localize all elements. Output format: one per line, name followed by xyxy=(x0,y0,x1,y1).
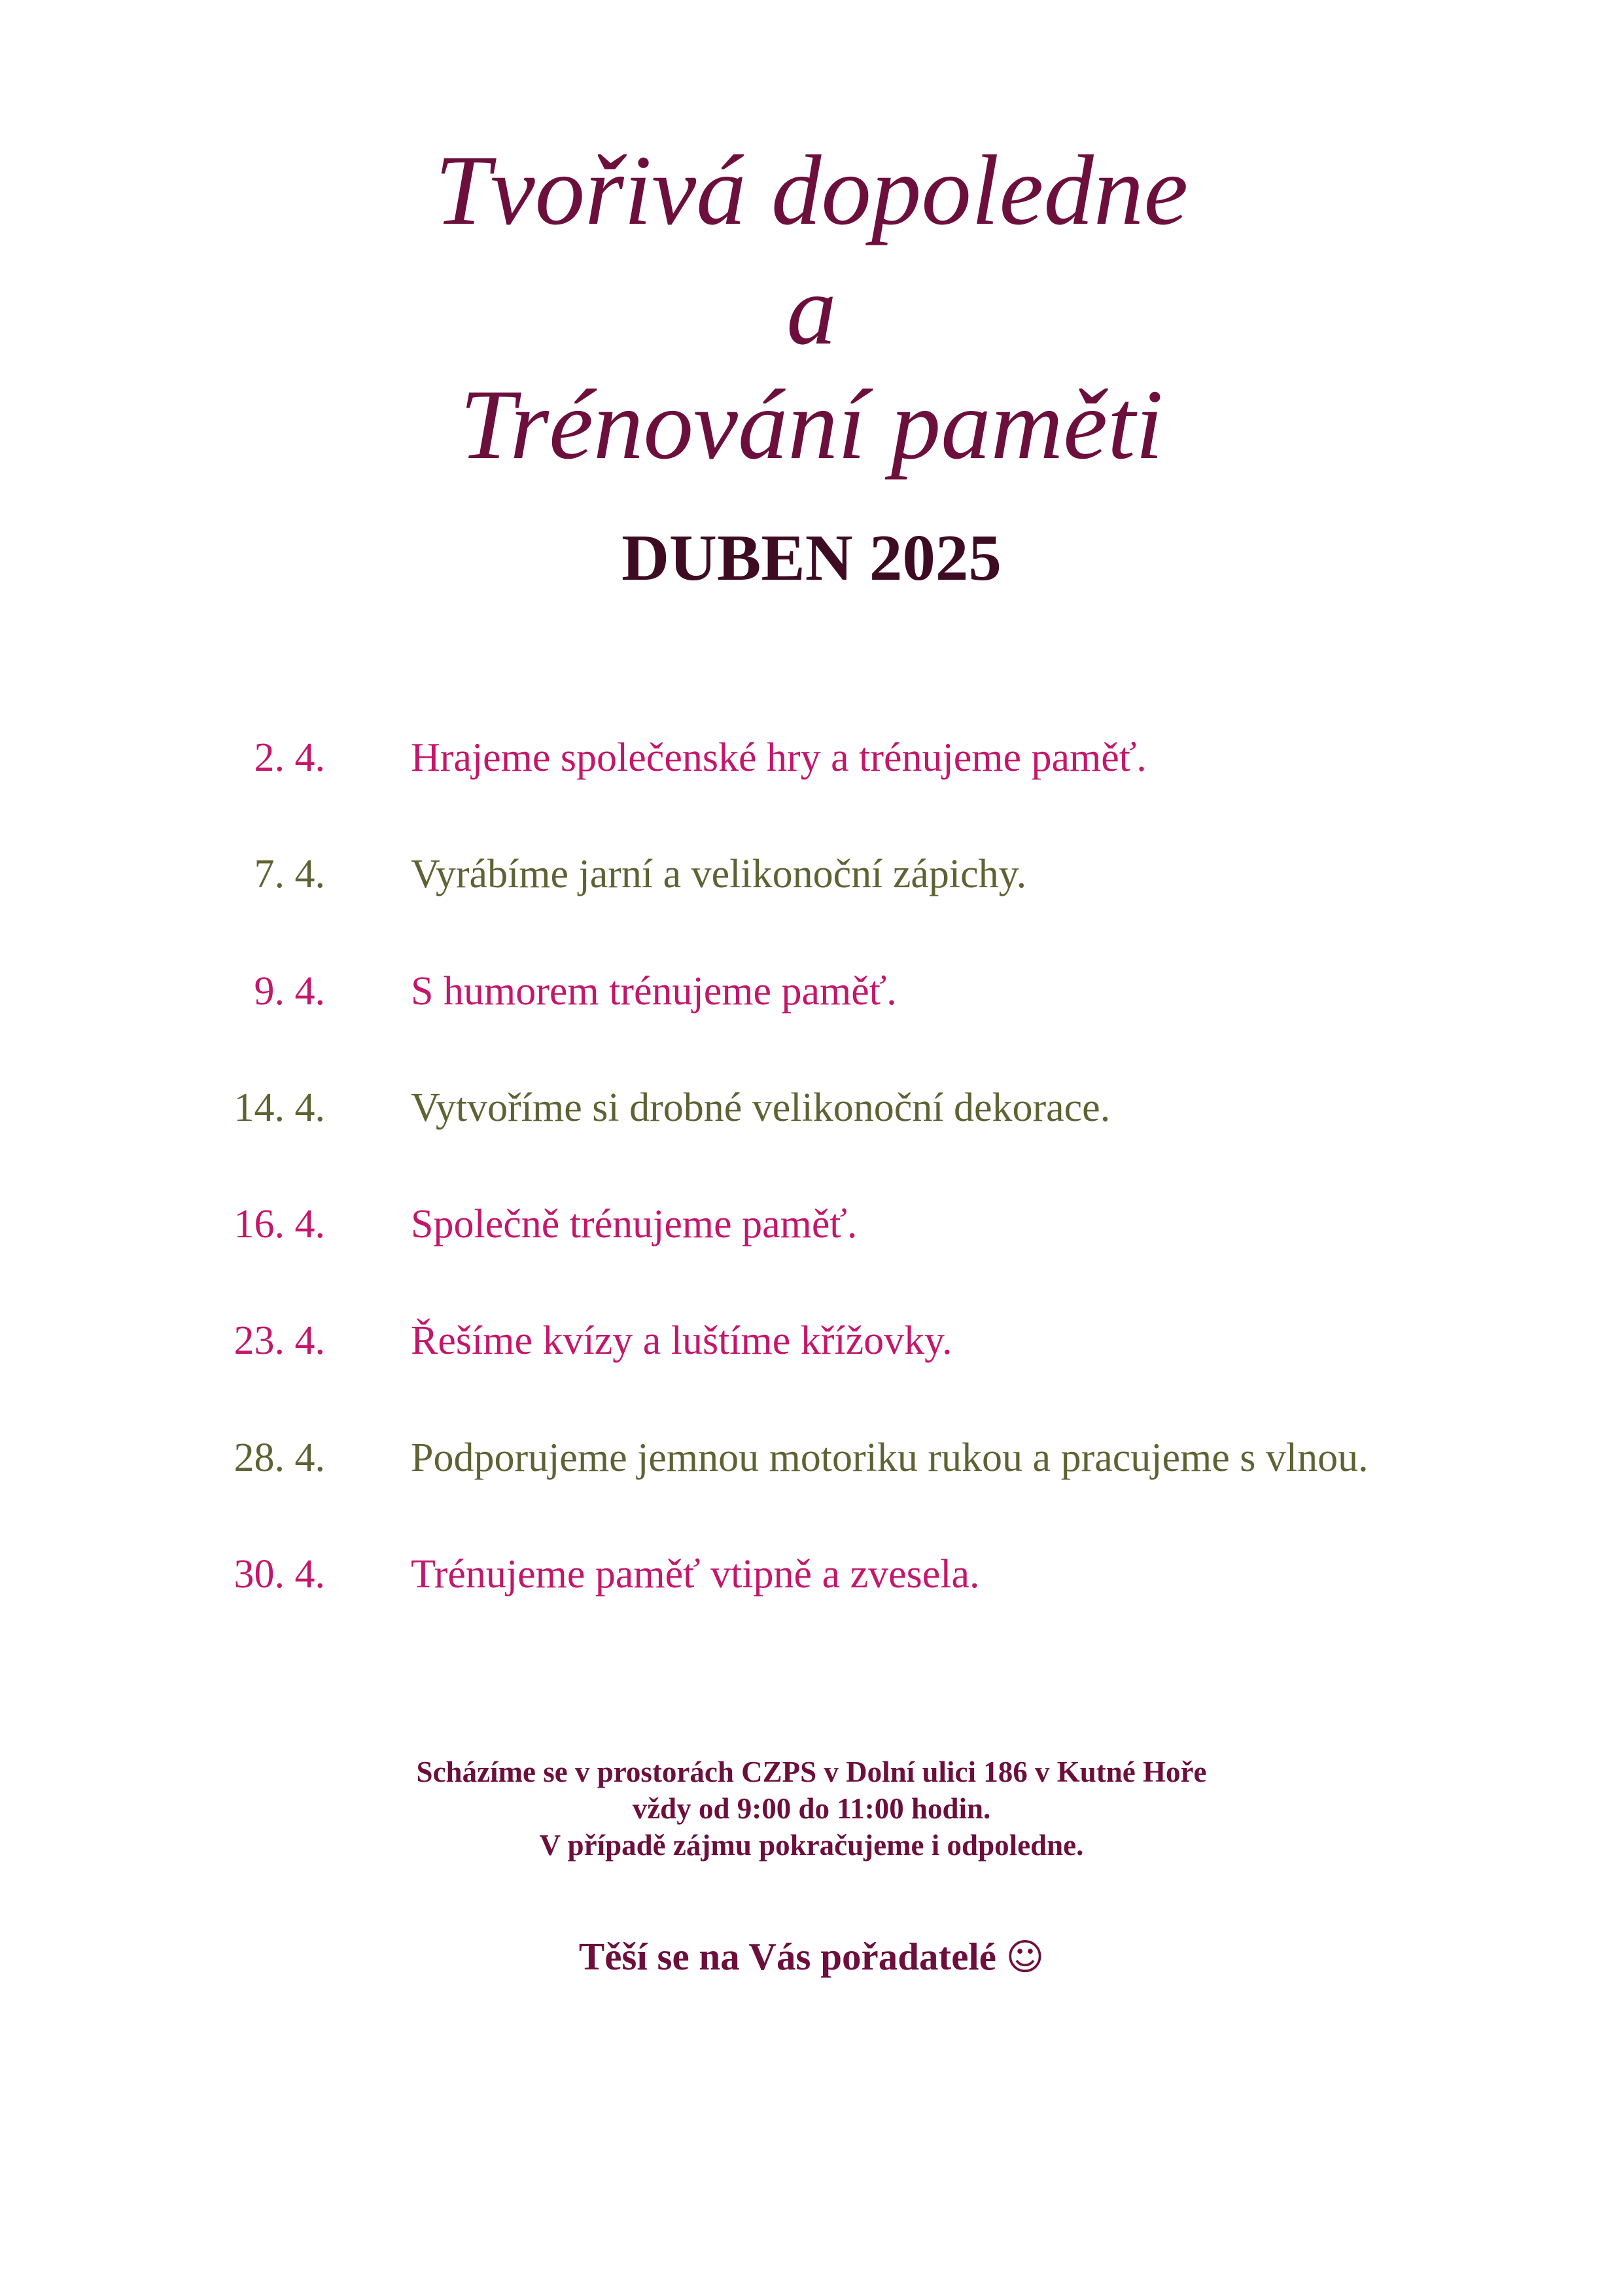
schedule-row xyxy=(0,1311,1623,1370)
schedule-row xyxy=(0,1078,1623,1137)
schedule-date: 30. 4. xyxy=(234,1552,325,1597)
schedule-date: 23. 4. xyxy=(234,1318,325,1363)
month-heading: DUBEN 2025 xyxy=(621,521,1002,594)
meeting-time: vždy od 9:00 do 11:00 hodin. xyxy=(632,1792,991,1825)
schedule-date: 14. 4. xyxy=(234,1086,325,1130)
schedule-row xyxy=(0,845,1623,904)
schedule-activity: Podporujeme jemnou motoriku rukou a pracujeme s vlnou. xyxy=(411,1436,1369,1480)
schedule-date: 7. 4. xyxy=(254,852,325,896)
title-line-2: a xyxy=(786,255,837,366)
schedule-activity: Vyrábíme jarní a velikonoční zápichy. xyxy=(411,852,1027,896)
schedule-activity: Vytvoříme si drobné velikonoční dekorace. xyxy=(411,1086,1111,1130)
schedule-activity: Hrajeme společenské hry a trénujeme paměť. xyxy=(411,735,1147,780)
greeting-text: Těší se na Vás pořadatelé xyxy=(578,1935,996,1978)
title-line-3: Trénování paměti xyxy=(459,370,1164,480)
schedule-row xyxy=(0,1195,1623,1254)
schedule-row xyxy=(0,1545,1623,1604)
schedule-date: 16. 4. xyxy=(234,1202,325,1246)
schedule-row xyxy=(0,962,1623,1021)
title-line-1: Tvořivá dopoledne xyxy=(434,135,1189,246)
meeting-info xyxy=(0,1754,1623,1863)
schedule-activity: Společně trénujeme paměť. xyxy=(411,1202,858,1246)
schedule-activity: Řešíme kvízy a luštíme křížovky. xyxy=(411,1318,952,1363)
schedule-date: 28. 4. xyxy=(234,1436,325,1480)
smiley-face-icon: ☺ xyxy=(1005,1936,1045,1979)
schedule-activity: Trénujeme paměť vtipně a zvesela. xyxy=(411,1552,980,1597)
schedule-activity: S humorem trénujeme paměť. xyxy=(411,969,897,1014)
greeting xyxy=(0,1930,1623,1984)
schedule-date: 2. 4. xyxy=(254,735,325,780)
schedule-row xyxy=(0,728,1623,787)
meeting-location: Scházíme se v prostorách CZPS v Dolní ulici 186 v Kutné Hoře xyxy=(416,1756,1207,1788)
schedule-row xyxy=(0,1428,1623,1487)
meeting-afternoon-note: V případě zájmu pokračujeme i odpoledne. xyxy=(539,1829,1084,1862)
schedule-date: 9. 4. xyxy=(254,969,325,1014)
